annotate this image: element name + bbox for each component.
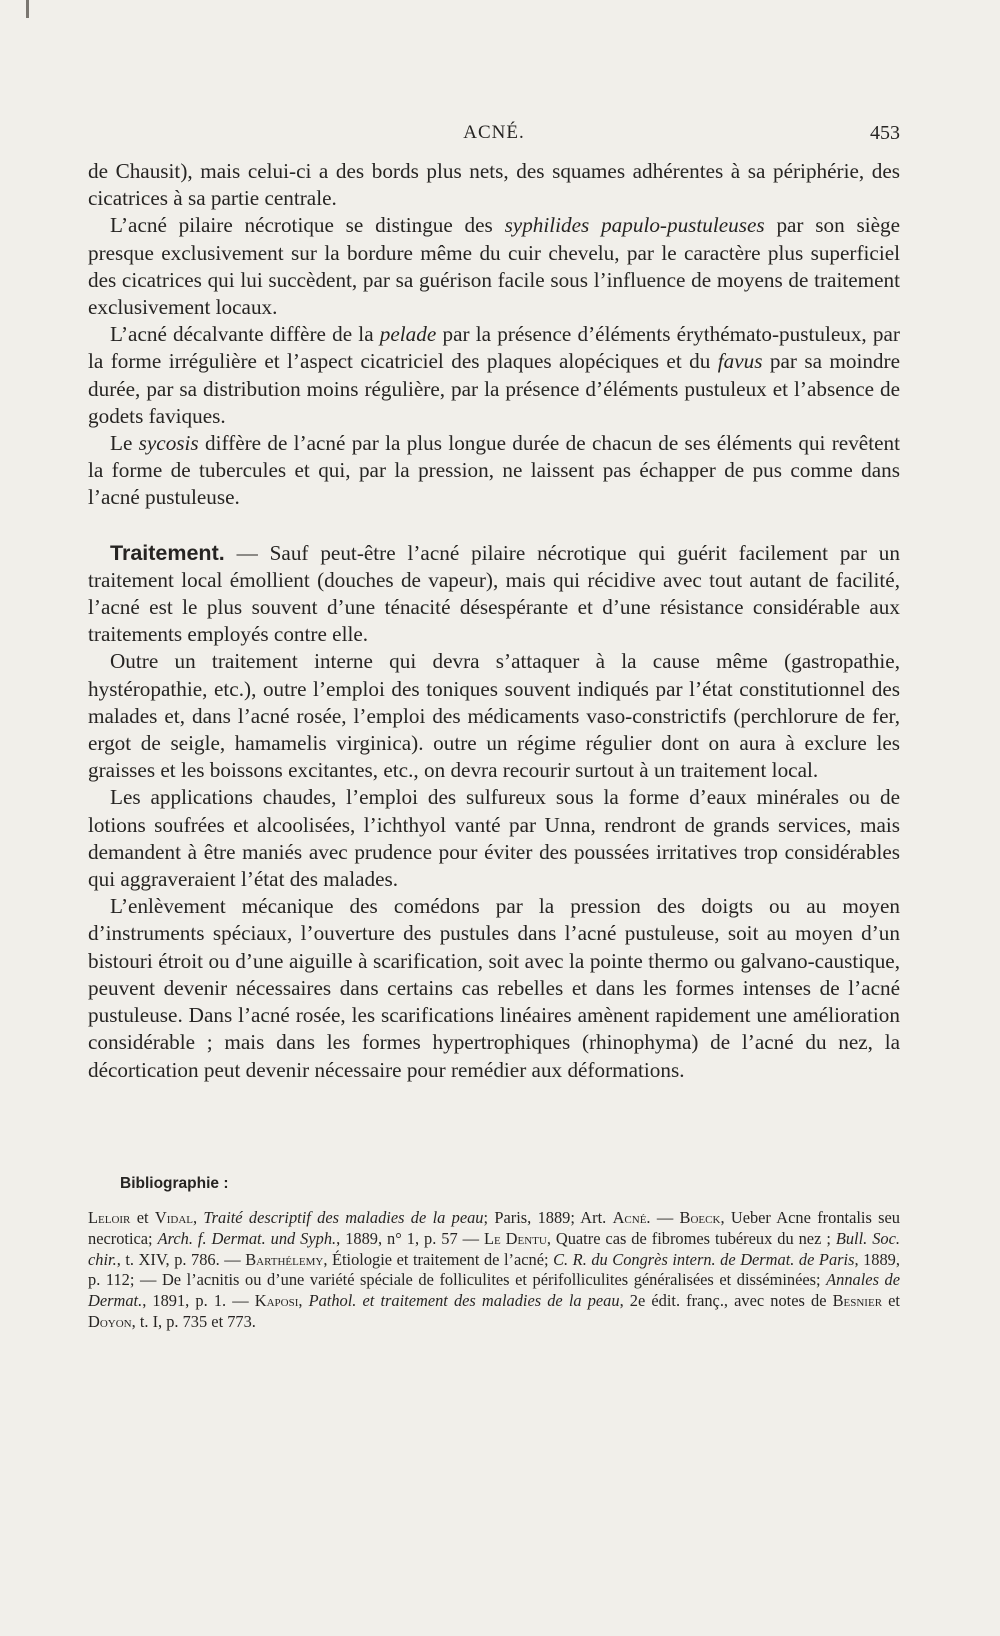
citation-text: , t. I, p. 735 et 773. <box>131 1311 256 1331</box>
author-name: Leloir <box>88 1208 131 1227</box>
citation-text: , <box>192 1208 204 1227</box>
author-name: Boeck <box>679 1208 721 1227</box>
citation-text: . — <box>646 1208 680 1227</box>
paragraph-text: diffère de l’acné par la plus longue durée de chacun de ses éléments qui revêtent la forme de tubercules et qui, par la pression, ne laissent pas échapper de pus comme dans l’acné pustuleuse. <box>88 431 900 510</box>
paragraph-text: — Sauf peut-être l’acné pilaire nécrotique qui guérit facilement par un traitement local émollient (douches de vapeur), mais qui récidive avec tout autant de facilité, l’acné est le plus souvent d’une ténacité désespérante et d’une résistance considérable aux traitements employés contre elle. <box>88 540 900 647</box>
paragraph-acne-pilaire <box>88 212 900 321</box>
citation-text: et <box>130 1208 155 1227</box>
paragraph-text: par la présence d’éléments érythémato-pustuleux, par la forme irrégulière et l’aspect cicatriciel des plaques alopéciques et du <box>88 322 900 374</box>
paragraph-traitement-interne <box>88 648 900 784</box>
citation-text: , Ueber Acne frontalis seu necrotica; <box>88 1208 900 1248</box>
publication-title: Arch. f. Dermat. und Syph. <box>157 1228 337 1248</box>
citation-text: , 1889, p. 112; — De l’acnitis ou d’une variété spéciale de folliculites et périfolliculites généralisées et disséminées; <box>88 1249 900 1290</box>
author-name: Vidal <box>154 1208 193 1227</box>
page-number: 453 <box>870 122 900 144</box>
section-heading-traitement: Traitement. <box>110 540 225 565</box>
citation-text: , <box>298 1291 309 1311</box>
margin-mark <box>26 0 29 18</box>
author-name: Barthélemy <box>245 1249 324 1269</box>
paragraph-enlevement <box>88 893 900 1083</box>
paragraph-text: L’acné décalvante diffère de la <box>110 322 380 347</box>
citation-text: , Quatre cas de fibromes tubéreux du nez ; <box>546 1228 836 1248</box>
publication-title: C. R. du Congrès intern. de Dermat. de Paris <box>553 1249 855 1269</box>
paragraph-continuation <box>88 158 900 212</box>
citation-text: ; Paris, 1889; Art. <box>483 1208 613 1227</box>
bibliography-heading: Bibliographie : <box>120 1175 229 1192</box>
author-name: Acné <box>612 1208 647 1227</box>
citation-text: et <box>882 1291 900 1311</box>
paragraph-text: Les applications chaudes, l’emploi des sulfureux sous la forme d’eaux minérales ou de lotions soufrées et alcoolisées, l’ichthyol vanté par Unna, rendront de grands services, mais demandent à être maniés avec prudence pour éviter des poussées irritatives trop considérables qui aggraveraient l’état des malades. <box>88 785 900 892</box>
citation-text: , Étiologie et traitement de l’acné; <box>323 1249 554 1269</box>
paragraph-text: de Chausit), mais celui-ci a des bords plus nets, des squames adhérentes à sa périphérie, des cicatrices à sa partie centrale. <box>88 159 900 211</box>
publication-title: Pathol. et traitement des maladies de la peau <box>308 1291 620 1311</box>
paragraph-sycosis <box>88 430 900 512</box>
citation-text: , 2e édit. franç., avec notes de <box>619 1291 833 1311</box>
section-spacer <box>88 512 900 540</box>
paragraph-text: par son siège presque exclusivement sur la bordure même du cuir chevelu, par le caractère plus superficiel des cicatrices qui lui succèdent, par sa guérison facile sous l’influence de moyens de traitement exclusivement locaux. <box>88 213 900 320</box>
italic-term: pelade <box>379 322 437 347</box>
publication-title: Annales de Dermat. <box>88 1270 900 1311</box>
author-name: Le Dentu <box>483 1228 547 1248</box>
author-name: Doyon <box>88 1311 132 1331</box>
running-title: ACNÉ. <box>463 122 525 143</box>
author-name: Kaposi <box>254 1291 299 1311</box>
citation-text: , t. XIV, p. 786. — <box>116 1249 246 1269</box>
paragraph-text: Outre un traitement interne qui devra s’attaquer à la cause même (gastropathie, hystéropathie, etc.), outre l’emploi des toniques souvent indiqués par l’état constitutionnel des malades et, dans l’acné rosée, l’emploi des médicaments vaso-constrictifs (perchlorure de fer, ergot de seigle, hamamelis virginica). outre un régime régulier dont on aura à exclure les graisses et les boissons excitantes, etc., on devra recourir surtout à un traitement local. <box>88 649 900 783</box>
paragraph-text: L’enlèvement mécanique des comédons par la pression des doigts ou au moyen d’instruments spéciaux, l’ouverture des pustules dans l’acné pustuleuse, soit au moyen d’un bistouri étroit ou d’une aiguille à scarification, soit avec la pointe thermo ou galvano-caustique, peuvent devenir nécessaires dans certains cas rebelles et dans les formes intenses de l’acné pustuleuse. Dans l’acné rosée, les scarifications linéaires amènent rapidement une amélioration considérable ; mais dans les formes hypertrophiques (rhinophyma) de l’acné du nez, la décortication peut devenir nécessaire pour remédier aux déformations. <box>88 894 900 1082</box>
publication-title: Bull. Soc. chir. <box>88 1228 900 1269</box>
paragraph-text: Le <box>110 431 139 456</box>
italic-term: favus <box>717 349 763 374</box>
citation-text: , 1891, p. 1. — <box>142 1291 255 1311</box>
paragraph-traitement <box>88 540 900 649</box>
paragraph-applications-chaudes <box>88 784 900 893</box>
page-header <box>88 122 900 152</box>
italic-term: sycosis <box>138 431 199 456</box>
publication-title: Traité descriptif des maladies de la peau <box>203 1208 484 1227</box>
bibliography-text <box>88 1208 900 1333</box>
paragraph-text: L’acné pilaire nécrotique se distingue des <box>110 213 505 238</box>
paragraph-acne-decalvante <box>88 321 900 430</box>
citation-text: , 1889, n° 1, p. 57 — <box>336 1228 484 1248</box>
body-text <box>88 158 900 1084</box>
author-name: Besnier <box>832 1291 883 1311</box>
paragraph-text: par sa moindre durée, par sa distribution moins régulière, par la présence d’éléments pustuleux et l’absence de godets faviques. <box>88 349 900 428</box>
italic-term: syphilides papulo-pustuleuses <box>504 213 765 238</box>
